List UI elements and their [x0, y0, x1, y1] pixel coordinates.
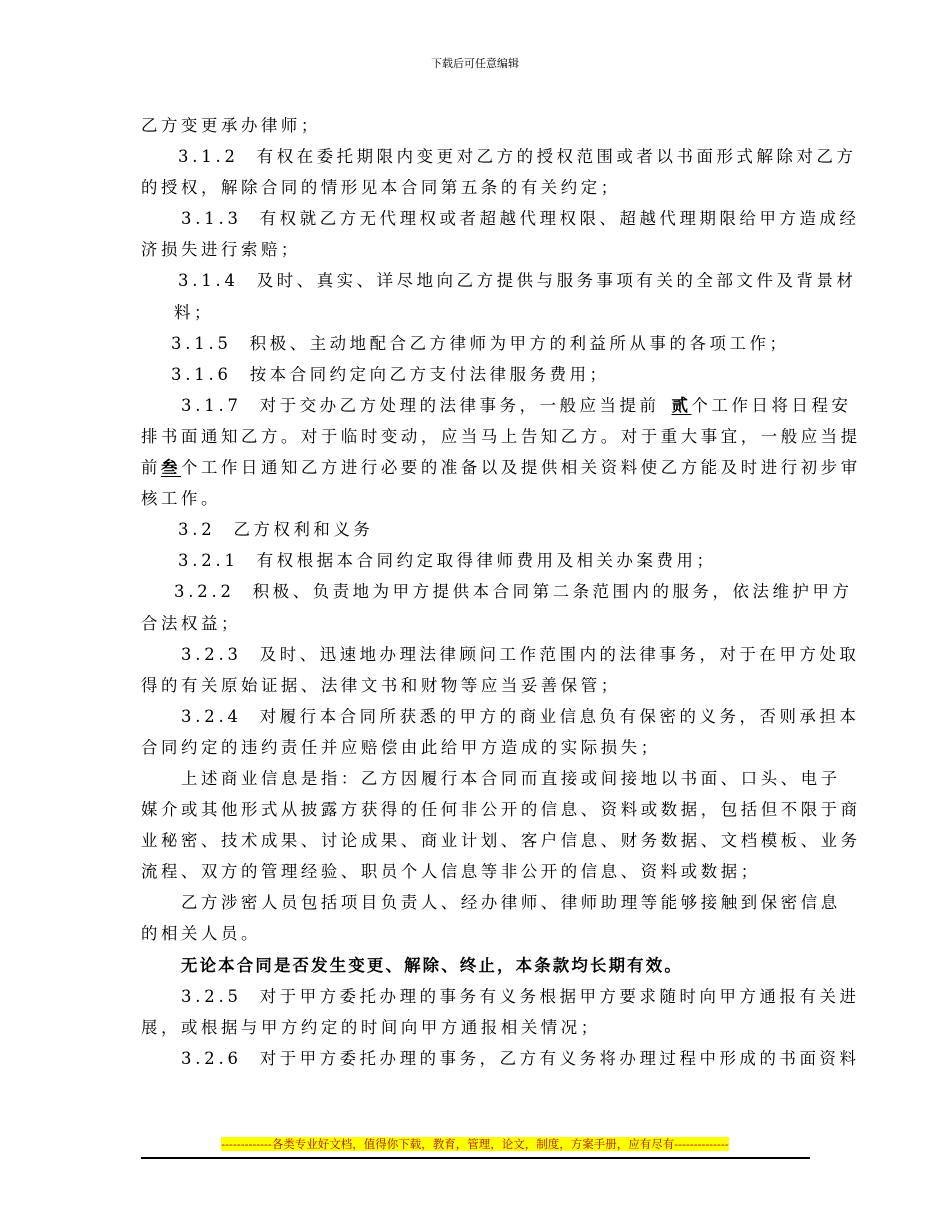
footer-banner-text: -------------各类专业好文档，值得你下载，教育，管理，论文，制度，方案手册，应有尽有--------------	[221, 1137, 729, 1151]
clause-text: 对于甲方委托办理的事务，乙方有义务将办理过程中形成的书面资料	[259, 1048, 860, 1068]
clause-number: 3.1.6	[171, 364, 232, 384]
paragraph-line: 得的有关原始证据、法律文书和财物等应当妥善保管；	[141, 675, 621, 695]
clause-3-1-5	[141, 328, 811, 359]
footer-banner	[0, 1137, 950, 1151]
clause-3-2-4	[141, 701, 860, 732]
clause-text: 有权就乙方无代理权或者超越代理权限、超越代理期限给甲方造成经	[259, 209, 860, 229]
clause-number: 3.2	[178, 520, 216, 540]
paragraph-line: 合同约定的违约责任并应赔偿由此给甲方造成的实际损失；	[141, 737, 661, 757]
clause-3-2-3	[141, 639, 860, 670]
clause-number: 3.2.6	[181, 1048, 242, 1068]
clause-3-1-4	[141, 265, 857, 296]
bold-statement: 无论本合同是否发生变更、解除、终止，本条款均长期有效。	[181, 955, 683, 975]
footer-divider	[141, 1157, 810, 1159]
section-3-2-heading	[141, 514, 811, 545]
paragraph-line: 料；	[174, 302, 214, 322]
paragraph-line: 乙方变更承办律师；	[141, 116, 321, 135]
clause-text: 个工作日将日程安	[691, 395, 852, 415]
paragraph-line: 合法权益；	[141, 613, 241, 633]
clause-3-2-6	[141, 1043, 860, 1074]
paragraph-line: 济损失进行索赔；	[141, 240, 301, 260]
clause-number: 3.1.7	[181, 395, 242, 415]
clause-number: 3.2.4	[181, 706, 242, 726]
clause-3-1-3	[141, 203, 860, 234]
clause-text: 有权在委托期限内变更对乙方的授权范围或者以书面形式解除对乙方	[256, 147, 857, 167]
clause-3-2-1	[141, 545, 811, 576]
page-header: 下载后可任意编辑	[431, 57, 519, 70]
clause-number: 3.1.3	[181, 209, 242, 229]
clause-number: 3.2.3	[181, 644, 242, 664]
paragraph-line: 核工作。	[141, 489, 221, 509]
paragraph-line: 的相关人员。	[141, 924, 261, 944]
paragraph-line: 排书面通知乙方。对于临时变动，应当马上告知乙方。对于重大事宜，一般应当提	[141, 426, 861, 446]
paragraph-line: 上述商业信息是指：乙方因履行本合同而直接或间接地以书面、口头、电子	[181, 768, 841, 788]
clause-3-1-6	[141, 359, 811, 390]
paragraph-line	[141, 452, 861, 483]
clause-text: 对于甲方委托办理的事务有义务根据甲方要求随时向甲方通报有关进	[259, 986, 860, 1006]
clause-text: 积极、负责地为甲方提供本合同第二条范围内的服务，依法维护甲方	[252, 582, 853, 602]
clause-3-1-2	[141, 141, 857, 172]
clause-text: 对于交办乙方处理的法律事务，一般应当提前	[259, 395, 660, 415]
clause-text: 有权根据本合同约定取得律师费用及相关办案费用；	[256, 551, 717, 571]
clause-text: 乙方权利和义务	[233, 520, 374, 540]
clause-number: 3.2.2	[174, 582, 235, 602]
fill-in-value: 叁	[161, 458, 181, 478]
clause-text: 及时、迅速地办理法律顾问工作范围内的法律事务，对于在甲方处取	[259, 644, 860, 664]
clause-number: 3.1.2	[178, 147, 239, 167]
paragraph-line: 媒介或其他形式从披露方获得的任何非公开的信息、资料或数据，包括但不限于商	[141, 800, 861, 820]
clause-number: 3.2.1	[178, 551, 239, 571]
paragraph-line: 展，或根据与甲方约定的时间向甲方通报相关情况；	[141, 1017, 601, 1037]
clause-text: 个工作日通知乙方进行必要的准备以及提供相关资料使乙方能及时进行初步审	[181, 458, 861, 478]
paragraph-line: 业秘密、技术成果、讨论成果、商业计划、客户信息、财务数据、文档模板、业务	[141, 831, 861, 851]
clause-text: 前	[141, 458, 161, 478]
clause-text: 及时、真实、详尽地向乙方提供与服务事项有关的全部文件及背景材	[256, 271, 857, 291]
clause-number: 3.2.5	[181, 986, 242, 1006]
clause-number: 3.1.5	[171, 333, 232, 353]
fill-in-value: 贰	[671, 395, 692, 415]
clause-number: 3.1.4	[178, 271, 239, 291]
clause-text: 积极、主动地配合乙方律师为甲方的利益所从事的各项工作；	[249, 333, 790, 353]
paragraph-line: 的授权，解除合同的情形见本合同第五条的有关约定；	[141, 178, 621, 198]
clause-text: 按本合同约定向乙方支付法律服务费用；	[249, 364, 610, 384]
clause-3-1-7	[141, 390, 852, 421]
clause-text: 对履行本合同所获悉的甲方的商业信息负有保密的义务，否则承担本	[259, 706, 860, 726]
document-body	[141, 110, 861, 1074]
clause-3-2-5	[141, 981, 860, 1012]
paragraph-line: 乙方涉密人员包括项目负责人、经办律师、律师助理等能够接触到保密信息	[181, 893, 841, 913]
clause-3-2-2	[141, 576, 853, 607]
paragraph-line: 流程、双方的管理经验、职员个人信息等非公开的信息、资料或数据；	[141, 862, 761, 882]
